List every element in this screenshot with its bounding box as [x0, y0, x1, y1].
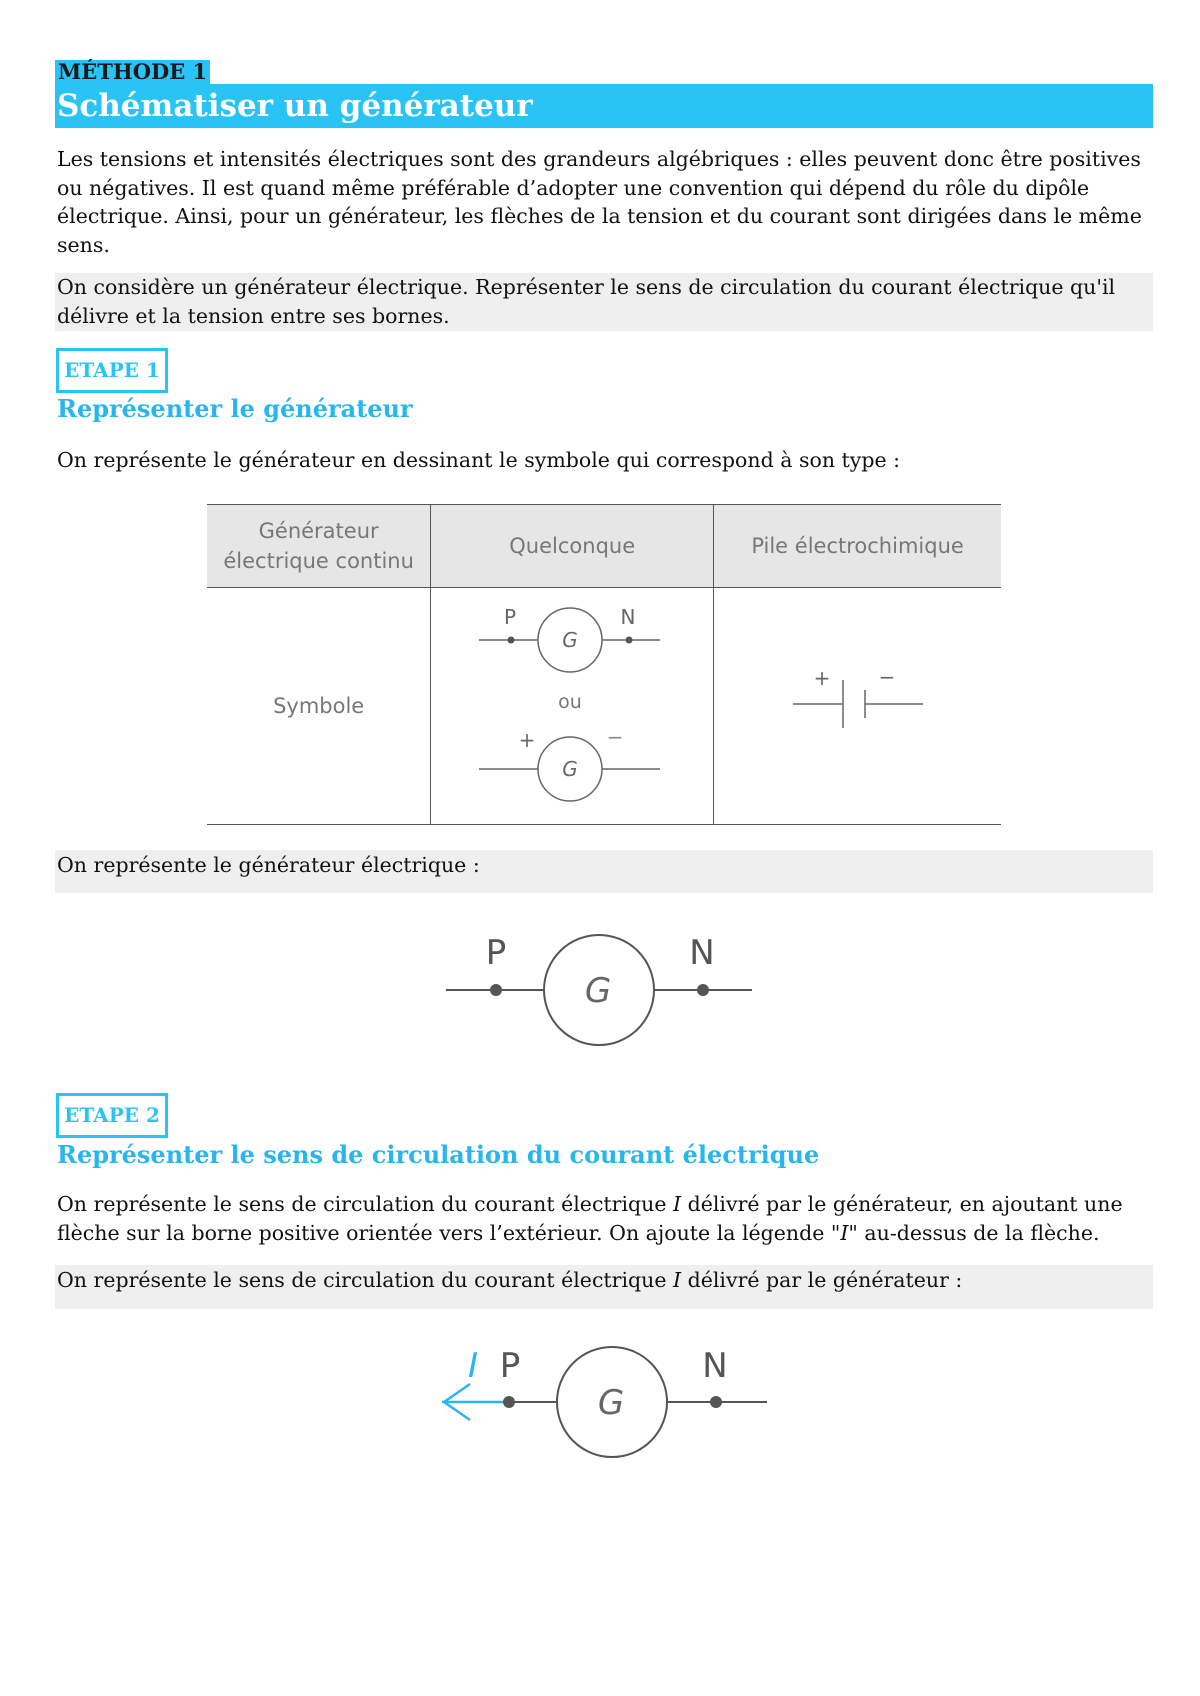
intro-paragraph: Les tensions et intensités électriques sont des grandeurs algébriques : elles peuvent donc être positives ou négatives. Il est quand même préférable d’adopter une convention qui dépend du rôle du dipôle électrique. Ainsi, pour un générateur, les flèches de la tension et du courant sont dirigées dans le même sens.	[57, 147, 1142, 257]
step2-answer-part: délivré par le générateur :	[681, 1268, 963, 1292]
generator-letter: G	[562, 628, 578, 652]
method-tag: MÉTHODE 1	[55, 60, 210, 84]
step2-text	[57, 1190, 1153, 1247]
terminal-p-label: P	[485, 933, 507, 973]
step1-text: On représente le générateur en dessinant le symbole qui correspond à son type :	[57, 448, 901, 472]
table-cell-battery-symbol	[714, 588, 1001, 825]
or-text: ou	[558, 691, 583, 713]
minus-label: −	[606, 725, 624, 749]
table-header-row	[207, 505, 1001, 588]
current-label: I	[467, 1346, 479, 1386]
terminal-p-label: P	[499, 1346, 521, 1386]
terminal-n-label: N	[689, 933, 715, 973]
current-arrow	[442, 1384, 508, 1420]
plus-label: +	[518, 728, 536, 752]
step2-answer	[55, 1265, 1153, 1309]
terminal-n-label: N	[702, 1346, 728, 1386]
table-header-type	[207, 505, 431, 588]
table-cell-any-symbols	[431, 588, 714, 825]
step2-text-part: au-dessus de la flèche.	[857, 1220, 1100, 1245]
generator-symbol-table	[207, 504, 1001, 825]
table-header-line1: Générateur	[258, 519, 379, 543]
terminal-p-label: P	[504, 605, 517, 629]
page-title: Schématiser un générateur	[55, 84, 1153, 128]
generator-letter: G	[597, 1383, 625, 1423]
generator-current-diagram	[436, 1332, 776, 1467]
table-row-label: Symbole	[207, 588, 431, 825]
battery-symbol	[715, 588, 1000, 819]
table-row	[207, 588, 1001, 825]
step2-answer-part: On représente le sens de circulation du courant électrique	[57, 1268, 673, 1292]
minus-label: −	[878, 665, 896, 689]
current-legend-quote: "I"	[830, 1220, 858, 1245]
step1-answer: On représente le générateur électrique :	[55, 850, 1153, 893]
table-header-cell: Pile électrochimique	[714, 505, 1001, 588]
terminal-n-label: N	[620, 605, 636, 629]
generic-generator-symbols	[432, 588, 712, 819]
step2-title: Représenter le sens de circulation du courant électrique	[57, 1140, 820, 1169]
generator-letter: G	[584, 971, 612, 1011]
plus-label: +	[813, 666, 831, 690]
table-header-any: Quelconque	[431, 505, 714, 588]
current-variable: I	[673, 1192, 682, 1216]
step2-badge: ETAPE 2	[56, 1093, 168, 1138]
table-header-line2: électrique continu	[223, 549, 414, 573]
step2-text-part: On représente le sens de circulation du courant électrique	[57, 1192, 673, 1216]
exercise-statement: On considère un générateur électrique. Représenter le sens de circulation du courant électrique qu'il délivre et la tension entre ses bornes.	[55, 273, 1153, 331]
generator-letter: G	[562, 757, 578, 781]
generator-diagram	[440, 922, 760, 1057]
current-variable: I	[673, 1268, 682, 1292]
step1-badge: ETAPE 1	[56, 348, 168, 393]
step2-text-part: délivré par le générateur, en ajoutant une flèche sur la borne positive orientée vers l’extérieur. On ajoute la légende	[57, 1192, 1123, 1245]
step1-title: Représenter le générateur	[57, 394, 413, 423]
